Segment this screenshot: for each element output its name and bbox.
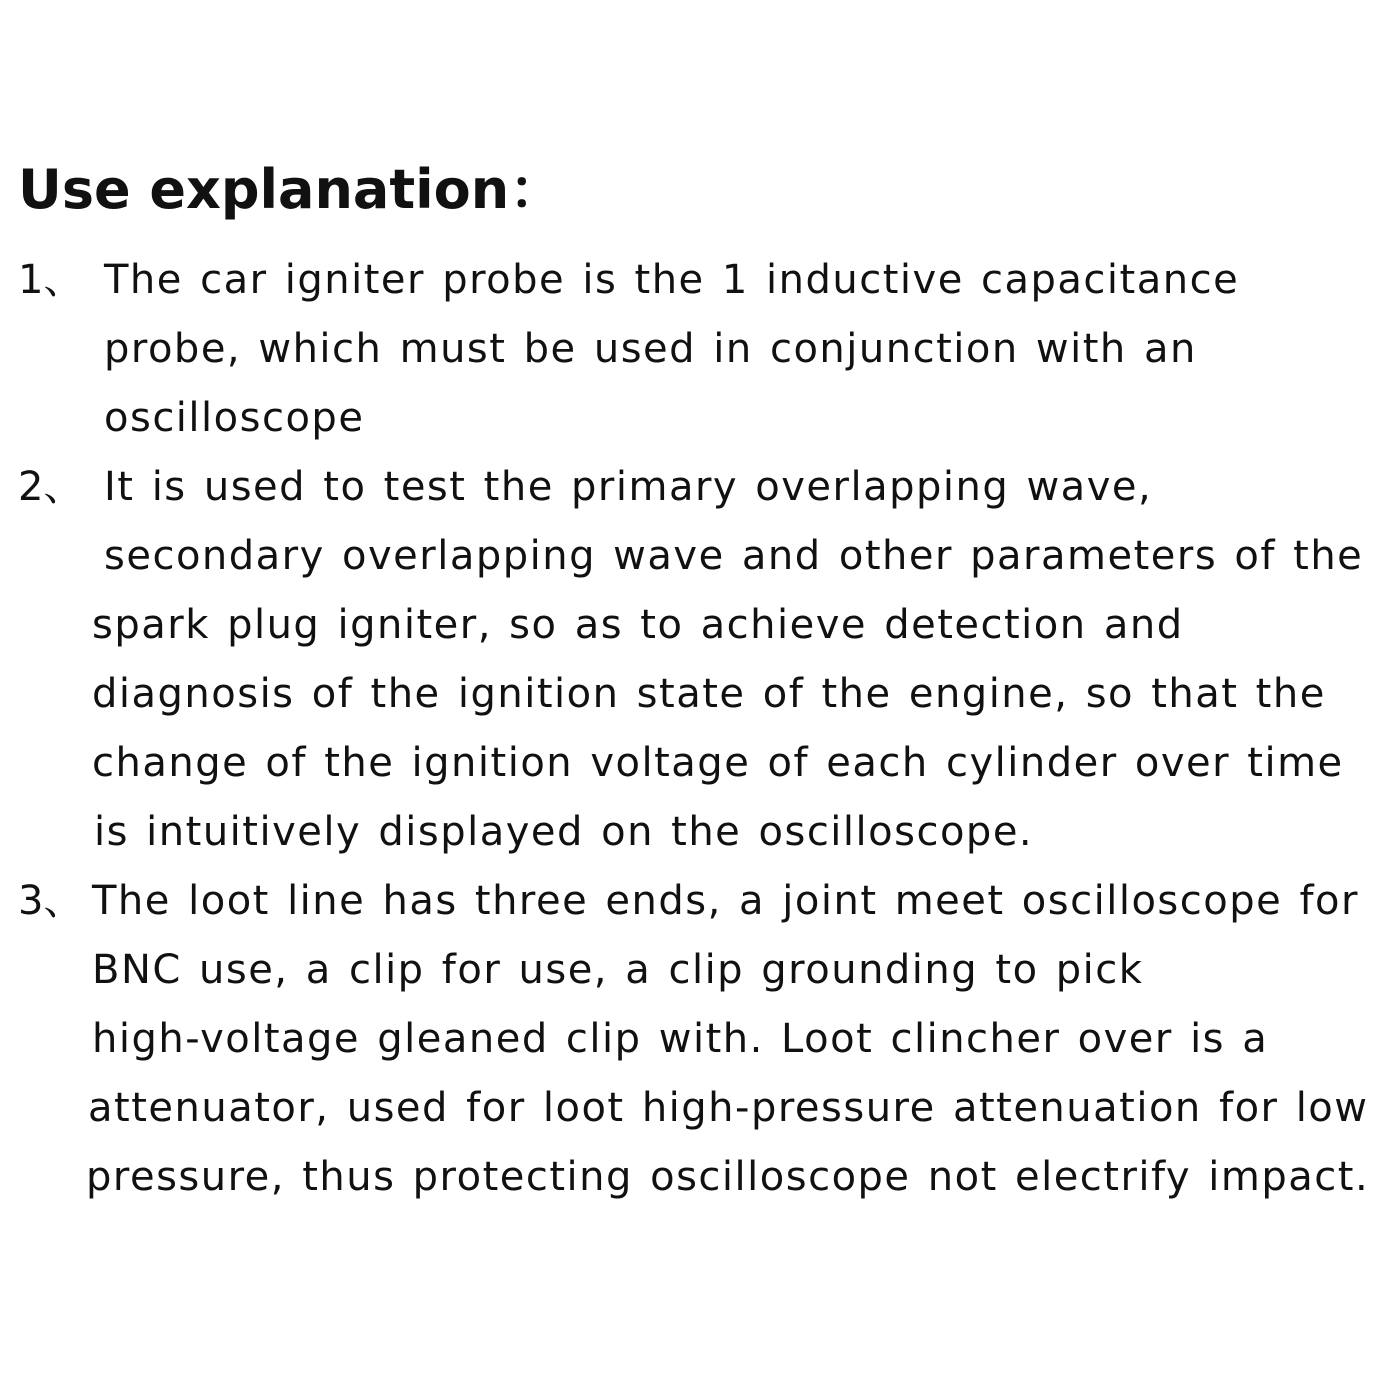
item-number: 2、 <box>18 464 84 510</box>
document-title: Use explanation： <box>18 158 564 221</box>
item-text-line: high-voltage gleaned clip with. Loot clincher over is a <box>92 1016 1269 1062</box>
item-text-line: secondary overlapping wave and other parameters of the <box>104 533 1364 579</box>
item-text-line: change of the ignition voltage of each cylinder over time <box>92 740 1344 786</box>
item-text-line: BNC use, a clip for use, a clip grounding to pick <box>92 947 1144 993</box>
item-text-line: is intuitively displayed on the oscilloscope. <box>94 809 1034 855</box>
item-text-line: The loot line has three ends, a joint meet oscilloscope for <box>92 878 1359 924</box>
item-text-line: It is used to test the primary overlapping wave, <box>104 464 1153 510</box>
item-text-line: diagnosis of the ignition state of the engine, so that the <box>92 671 1326 717</box>
item-text-line: The car igniter probe is the 1 inductive capacitance <box>104 257 1240 303</box>
item-text-line: oscilloscope <box>104 395 365 441</box>
item-text-line: attenuator, used for loot high-pressure attenuation for low <box>88 1085 1369 1131</box>
item-number: 3、 <box>18 878 84 924</box>
item-text-line: spark plug igniter, so as to achieve detection and <box>92 602 1184 648</box>
item-number: 1、 <box>18 257 84 303</box>
item-text-line: probe, which must be used in conjunction with an <box>104 326 1197 372</box>
item-text-line: pressure, thus protecting oscilloscope not electrify impact. <box>86 1154 1370 1200</box>
